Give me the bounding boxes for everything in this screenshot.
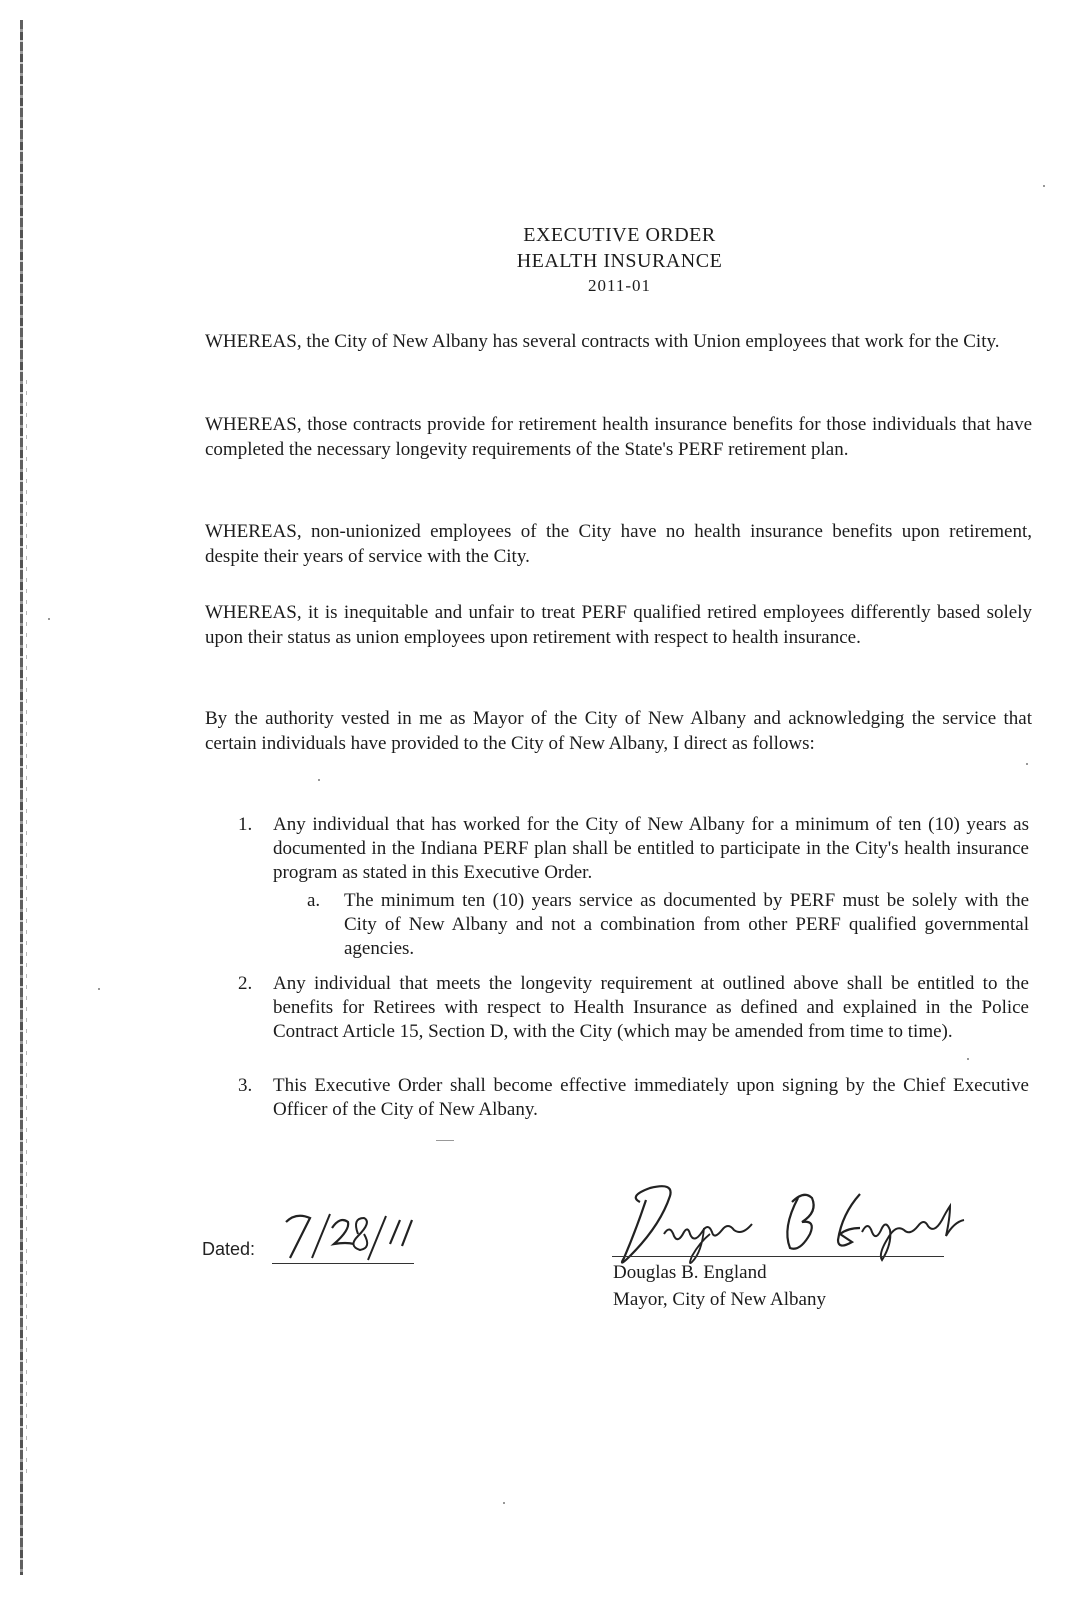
document-title: EXECUTIVE ORDER [523, 224, 716, 246]
scan-edge-artifact-faint [26, 380, 27, 1480]
scan-speck [967, 1058, 969, 1060]
list-item-3: This Executive Order shall become effective immediately upon signing by the Chief Executive Officer of the City of New Albany. [273, 1075, 1029, 1120]
handwritten-date [272, 1198, 422, 1270]
list-item-2: Any individual that meets the longevity requirement at outlined above shall be entitled to the benefits for Retirees with respect to Health Insurance as defined and explained in the Police Contract Article 15, Section D, with the City (which may be amended from time to time). [273, 973, 1029, 1042]
authority-paragraph: By the authority vested in me as Mayor of the City of New Albany and acknowledging the service that certain individuals have provided to the City of New Albany, I direct as follows: [205, 708, 1032, 754]
list-item-marker: 3. [238, 1075, 253, 1096]
scan-speck [503, 1502, 505, 1504]
list-item-marker: 2. [238, 973, 253, 994]
list-sub-item-a: The minimum ten (10) years service as documented by PERF must be solely with the City of New Albany and not a combination from other PERF qualified governmental agencies. [344, 890, 1029, 959]
scan-speck [318, 779, 320, 781]
whereas-paragraph-3: WHEREAS, non-unionized employees of the City have no health insurance benefits upon retirement, despite their years of service with the City. [205, 521, 1032, 567]
dated-label: Dated: [202, 1239, 256, 1259]
order-number: 2011-01 [587, 276, 652, 295]
sub-item-marker: a. [307, 890, 321, 911]
whereas-paragraph-4: WHEREAS, it is inequitable and unfair to treat PERF qualified retired employees differently based solely upon their status as union employees upon retirement with respect to health insurance. [205, 602, 1032, 648]
scan-speck [1026, 763, 1028, 765]
document-subtitle: HEALTH INSURANCE [516, 250, 723, 272]
scan-speck [48, 618, 50, 620]
whereas-paragraph-1: WHEREAS, the City of New Albany has several contracts with Union employees that work for the City. [205, 331, 1000, 352]
signer-name: Douglas B. England [613, 1262, 767, 1283]
handwritten-signature [612, 1170, 972, 1270]
signature-line [612, 1256, 944, 1257]
date-underline [272, 1263, 414, 1264]
list-item-marker: 1. [238, 814, 253, 835]
whereas-paragraph-2: WHEREAS, those contracts provide for retirement health insurance benefits for those individuals that have completed the necessary longevity requirements of the State's PERF retirement plan. [205, 414, 1032, 460]
scan-speck [98, 988, 100, 990]
scan-speck [436, 1140, 454, 1141]
scan-speck [1043, 185, 1045, 187]
list-item-1: Any individual that has worked for the City of New Albany for a minimum of ten (10) years as documented in the Indiana PERF plan shall be entitled to participate in the City's health insurance program as stated in this Executive Order. [273, 814, 1029, 883]
signer-title: Mayor, City of New Albany [613, 1289, 826, 1310]
